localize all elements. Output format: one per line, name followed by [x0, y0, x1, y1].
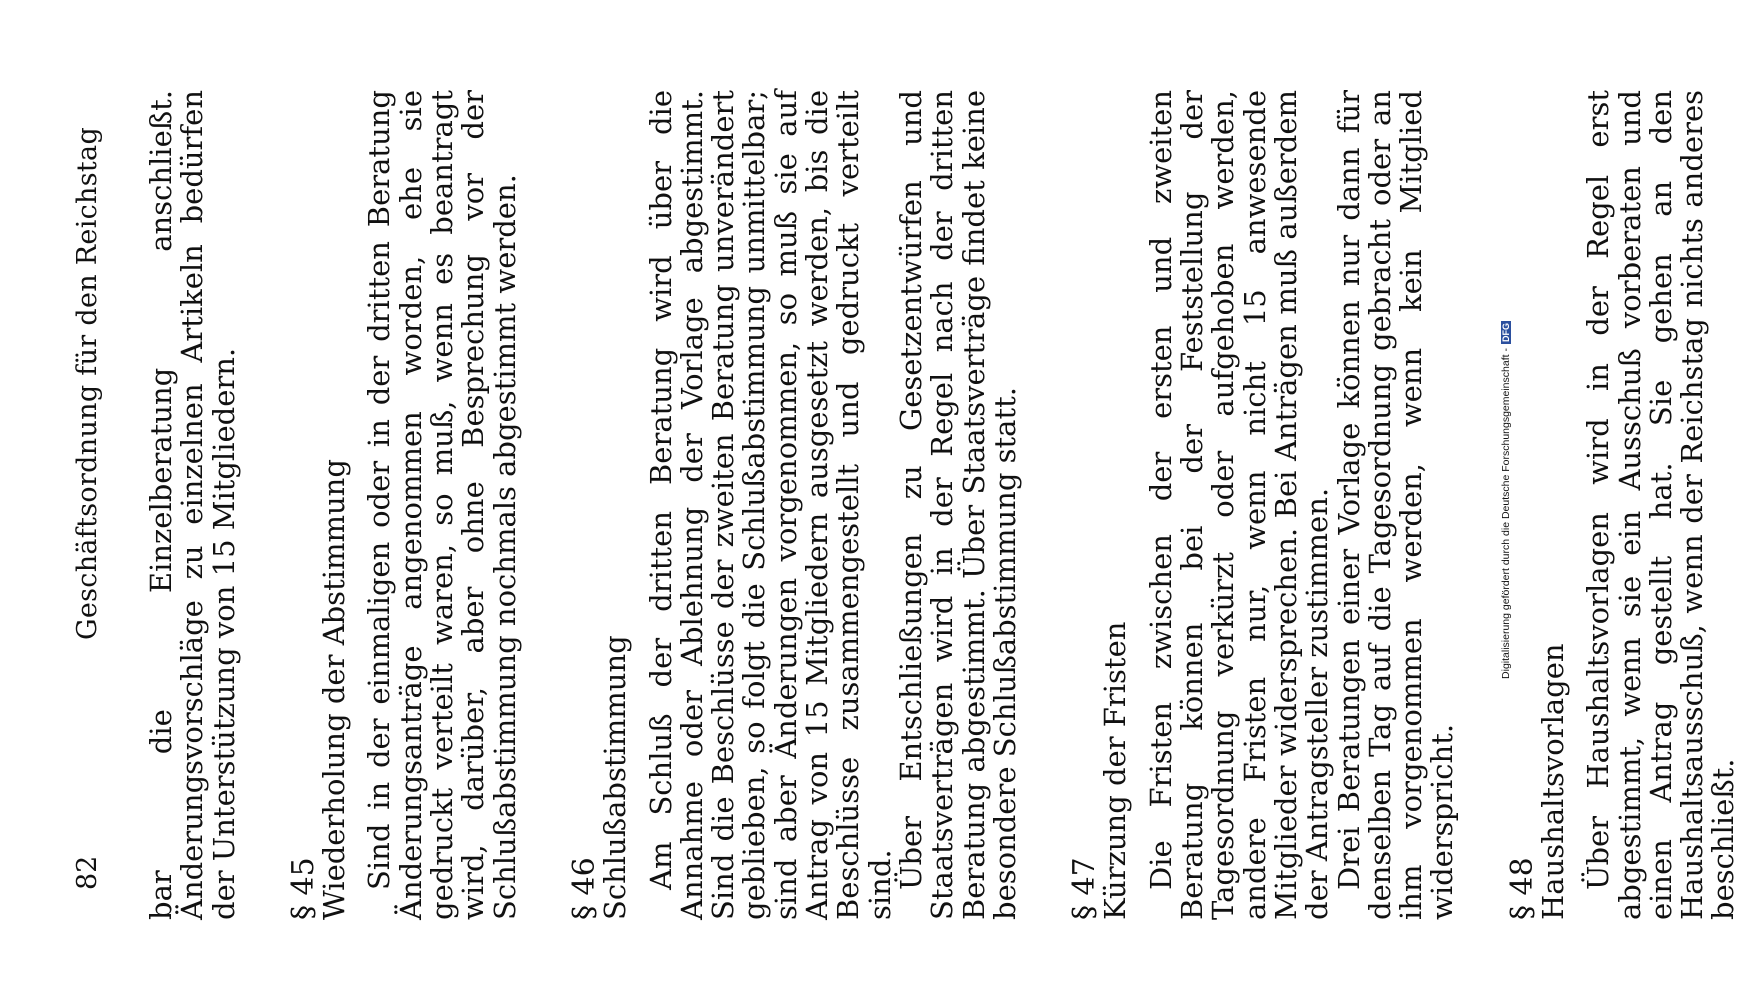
page-header: [72, 60, 112, 930]
section-number: § 48: [1504, 857, 1540, 920]
paragraph: Sind in der einmaligen oder in der dritten Beratung Änderungsanträge angenommen worden, ehe sie gedruckt verteilt waren, so muß, wenn es beantragt wird, darüber, aber ohne Besprechung vor der Schlußabstimmung nochmals abgestimmt werden.: [362, 90, 522, 920]
paragraph: Die Fristen zwischen der ersten und zweiten Beratung können bei der Feststellung der Tagesordnung verkürzt oder aufgehoben werden, andere Fristen nur, wenn nicht 15 anwesende Mitglieder widersprechen. Bei Anträgen muß außerdem der Antragsteller zustimmen.: [1143, 90, 1335, 920]
paragraph: bar die Einzelberatung anschließt. Änderungsvorschläge zu einzelnen Artikeln bedürfen der Unterstützung von 15 Mitgliedern.: [144, 90, 241, 920]
section-title: Kürzung der Fristen: [1098, 621, 1133, 920]
section-title: Wiederholung der Abstimmung: [317, 459, 352, 920]
digitization-note: [1500, 10, 1516, 990]
paragraph: Drei Beratungen einer Vorlage können nur dann für denselben Tag auf die Tagesordnung gebracht oder an ihm vorgenommen werden, wenn kein Mitglied widerspricht.: [1331, 90, 1460, 920]
section-number: § 45: [285, 857, 321, 920]
paragraph: Am Schluß der dritten Beratung wird über die Annahme oder Ablehnung der Vorlage abgestimmt. Sind die Beschlüsse der zweiten Beratung unverändert geblieben, so folgt die Schlußabstimmung unmittelbar; sind aber Änderungen vorgenommen, so muß sie auf Antrag von 15 Mitgliedern ausgesetzt werden, bis die Beschlüsse zusammengestellt und gedruckt verteilt sind.: [643, 90, 897, 920]
paragraph: Über Haushaltsvorlagen wird in der Regel erst abgestimmt, wenn sie ein Ausschuß vorberaten und einen Antrag gestellt hat. Sie gehen an den Haushaltsausschuß, wenn der Reichstag nichts anderes beschließt.: [1581, 90, 1740, 920]
page-number: 82: [72, 855, 103, 890]
paragraph: Über Entschließungen zu Gesetzentwürfen und Staatsverträgen wird in der Regel nach der dritten Beratung abgestimmt. Über Staatsverträge findet keine besondere Schlußabstimmung statt.: [893, 90, 1022, 920]
running-title: Geschäftsordnung für den Reichstag: [72, 126, 103, 640]
dfg-logo: DFG: [1501, 323, 1511, 343]
section-number: § 46: [566, 857, 602, 920]
section-number: § 47: [1067, 857, 1103, 920]
section-title: Haushaltsvorlagen: [1535, 643, 1570, 920]
digitization-text: Digitalisierung gefördert durch die Deutsche Forschungsgemeinschaft -: [1500, 348, 1512, 679]
section-title: Schlußabstimmung: [598, 635, 633, 920]
